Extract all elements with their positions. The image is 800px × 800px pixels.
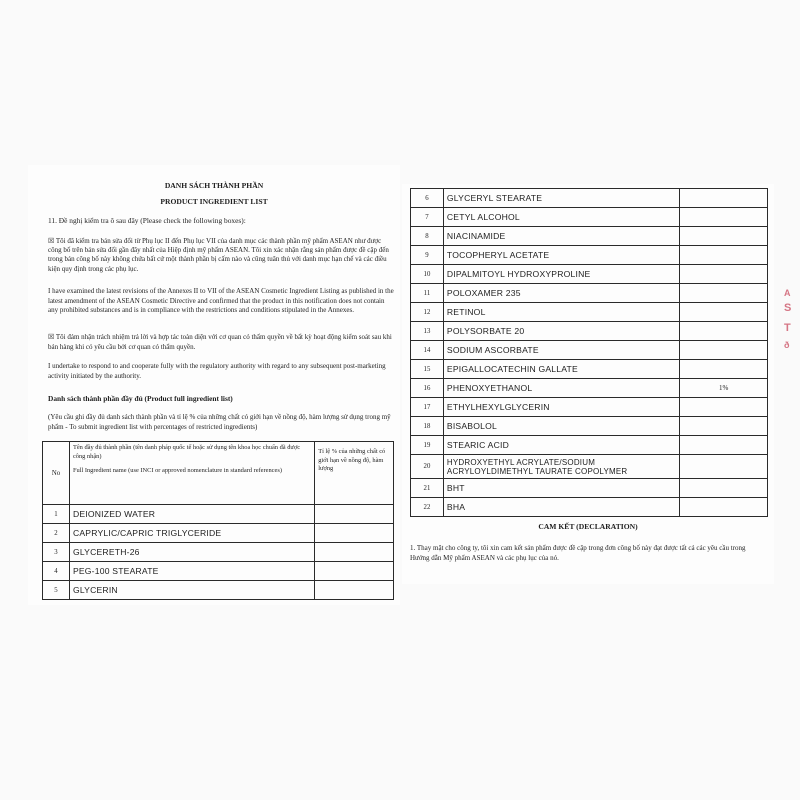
table-row <box>411 417 768 436</box>
table-row <box>411 479 768 498</box>
row-number: 18 <box>411 417 444 436</box>
ingredient-name: ETHYLHEXYLGLYCERIN <box>443 398 679 417</box>
ingredient-name: EPIGALLOCATECHIN GALLATE <box>443 360 679 379</box>
full-list-note: (Yêu cầu ghi đầy đủ danh sách thành phần và tỉ lệ % của những chất có giới hạn về nồng độ, hàm lượng sử dụng trong mỹ phẩm - To submit ingredient list with percentages of restricted ingredients) <box>48 413 391 431</box>
stamp-fragment: S <box>784 302 792 314</box>
ingredient-name: BISABOLOL <box>443 417 679 436</box>
table-row <box>43 543 394 562</box>
table-row <box>411 208 768 227</box>
row-number: 12 <box>411 303 444 322</box>
ingredient-percentage <box>680 208 768 227</box>
ingredient-name: BHT <box>443 479 679 498</box>
header-percentage: Tỉ lệ % của những chất có giới hạn về nồng độ, hàm lượng <box>315 442 394 505</box>
ingredient-percentage <box>680 227 768 246</box>
table-row <box>411 265 768 284</box>
ingredient-percentage <box>315 543 394 562</box>
ingredient-name: TOCOPHERYL ACETATE <box>443 246 679 265</box>
row-number: 6 <box>411 189 444 208</box>
ingredient-percentage <box>680 341 768 360</box>
ingredient-name: GLYCERIN <box>69 581 314 600</box>
table-row <box>411 436 768 455</box>
title-english: PRODUCT INGREDIENT LIST <box>160 197 268 206</box>
ingredient-table-right <box>410 188 768 517</box>
paragraph-en-2: I undertake to respond to and cooperate fully with the regulatory authority with regard to any subsequent post-marketing activity initiated by the authority. <box>48 362 386 380</box>
ingredient-percentage <box>680 417 768 436</box>
row-number: 5 <box>43 581 70 600</box>
table-row <box>411 455 768 479</box>
table-row <box>43 562 394 581</box>
ingredient-percentage <box>680 455 768 479</box>
ingredient-percentage <box>315 524 394 543</box>
ingredient-name: GLYCERETH-26 <box>69 543 314 562</box>
ingredient-percentage <box>315 581 394 600</box>
row-number: 4 <box>43 562 70 581</box>
table-row <box>411 498 768 517</box>
ingredient-name: POLOXAMER 235 <box>443 284 679 303</box>
header-no: No <box>43 442 70 505</box>
row-number: 9 <box>411 246 444 265</box>
row-number: 2 <box>43 524 70 543</box>
ingredient-name: CETYL ALCOHOL <box>443 208 679 227</box>
row-number: 15 <box>411 360 444 379</box>
ingredient-name: DEIONIZED WATER <box>69 505 314 524</box>
ingredient-name: PEG-100 STEARATE <box>69 562 314 581</box>
stamp-fragment: ð <box>784 340 790 350</box>
header-name-vi: Tên đầy đủ thành phần (tên danh pháp quốc tế hoặc sử dụng tên khoa học chuẩn đã được công nhận) <box>72 444 301 460</box>
row-number: 20 <box>411 455 444 479</box>
row-number: 13 <box>411 322 444 341</box>
table-row <box>411 379 768 398</box>
document-page-right <box>402 184 774 584</box>
table-row <box>411 341 768 360</box>
ingredient-percentage: 1% <box>680 379 768 398</box>
ingredient-name: GLYCERYL STEARATE <box>443 189 679 208</box>
stamp-fragment: A <box>784 288 791 298</box>
row-number: 1 <box>43 505 70 524</box>
row-number: 10 <box>411 265 444 284</box>
full-list-title: Danh sách thành phần đầy đủ (Product full ingredient list) <box>48 394 233 403</box>
ingredient-percentage <box>315 562 394 581</box>
row-number: 14 <box>411 341 444 360</box>
row-number: 16 <box>411 379 444 398</box>
ingredient-name: STEARIC ACID <box>443 436 679 455</box>
table-row <box>43 505 394 524</box>
ingredient-percentage <box>680 360 768 379</box>
row-number: 19 <box>411 436 444 455</box>
stamp-fragment: T <box>784 322 791 334</box>
ingredient-name: SODIUM ASCORBATE <box>443 341 679 360</box>
ingredient-name: DIPALMITOYL HYDROXYPROLINE <box>443 265 679 284</box>
ingredient-name: NIACINAMIDE <box>443 227 679 246</box>
ingredient-percentage <box>680 398 768 417</box>
ingredient-name: BHA <box>443 498 679 517</box>
ingredient-percentage <box>680 246 768 265</box>
row-number: 22 <box>411 498 444 517</box>
ingredient-percentage <box>680 284 768 303</box>
ingredient-table-body <box>411 189 768 517</box>
table-row <box>43 581 394 600</box>
ingredient-name: CAPRYLIC/CAPRIC TRIGLYCERIDE <box>69 524 314 543</box>
table-row <box>411 360 768 379</box>
declaration-title: CAM KẾT (DECLARATION) <box>538 522 638 531</box>
ingredient-percentage <box>680 189 768 208</box>
ingredient-percentage <box>680 322 768 341</box>
table-row <box>411 284 768 303</box>
ingredient-percentage <box>680 265 768 284</box>
table-header-row <box>43 442 394 505</box>
document-page-left <box>28 165 400 605</box>
ingredient-percentage <box>315 505 394 524</box>
header-name-en: Full Ingredient name (use INCI or approved nomenclature in standard references) <box>72 467 282 475</box>
question-11: 11. Đề nghị kiểm tra ô sau đây (Please check the following boxes): <box>48 216 246 225</box>
table-row <box>411 227 768 246</box>
header-ingredient-name <box>69 442 314 505</box>
table-row <box>411 303 768 322</box>
table-row <box>43 524 394 543</box>
paragraph-vi-1: ☒ Tôi đã kiểm tra bản sửa đổi từ Phụ lục II đến Phụ lục VII của danh mục các thành phần mỹ phẩm ASEAN như được công bố trên bản sửa đổi gần đây nhất của Hiệp định mỹ phẩm ASEAN. Tôi xin xác nhận rằng sản phẩm được đề cập đến trong bản công bố này không chứa bất cứ một thành phần bị cấm nào và cũng tuân thủ với danh mục hạn chế và các điều kiện quy định trong các phụ lục. <box>48 237 389 273</box>
ingredient-name: PHENOXYETHANOL <box>443 379 679 398</box>
ingredient-percentage <box>680 303 768 322</box>
table-row <box>411 189 768 208</box>
row-number: 17 <box>411 398 444 417</box>
row-number: 21 <box>411 479 444 498</box>
declaration-text: 1. Thay mặt cho công ty, tôi xin cam kết sản phẩm được đề cập trong đơn công bố này đạt được tất cả các yêu cầu trong Hướng dẫn Mỹ phẩm ASEAN và các phụ lục của nó. <box>410 544 746 562</box>
row-number: 3 <box>43 543 70 562</box>
ingredient-percentage <box>680 498 768 517</box>
ingredient-table-left <box>42 441 394 600</box>
ingredient-percentage <box>680 479 768 498</box>
table-row <box>411 398 768 417</box>
ingredient-name: HYDROXYETHYL ACRYLATE/SODIUM ACRYLOYLDIMETHYL TAURATE COPOLYMER <box>443 455 679 479</box>
ingredient-name: POLYSORBATE 20 <box>443 322 679 341</box>
row-number: 7 <box>411 208 444 227</box>
ingredient-percentage <box>680 436 768 455</box>
table-row <box>411 322 768 341</box>
ingredient-name: RETINOL <box>443 303 679 322</box>
table-row <box>411 246 768 265</box>
row-number: 8 <box>411 227 444 246</box>
paragraph-vi-2: ☒ Tôi đảm nhận trách nhiệm trả lời và hợp tác toàn diện với cơ quan có thẩm quyền về bất kỳ hoạt động kiểm soát sau khi bán hàng khi có yêu cầu bởi cơ quan có thẩm quyền. <box>48 333 392 351</box>
title-vietnamese: DANH SÁCH THÀNH PHẦN <box>164 181 264 190</box>
row-number: 11 <box>411 284 444 303</box>
paragraph-en-1: I have examined the latest revisions of the Annexes II to VII of the ASEAN Cosmetic Ingredient Listing as published in the latest amendment of the ASEAN Cosmetic Directive and confirmed that the product in this notification does not contain any prohibited substances and is in compliance with the restrictions and conditions stipulated in the Annexes. <box>48 287 394 315</box>
